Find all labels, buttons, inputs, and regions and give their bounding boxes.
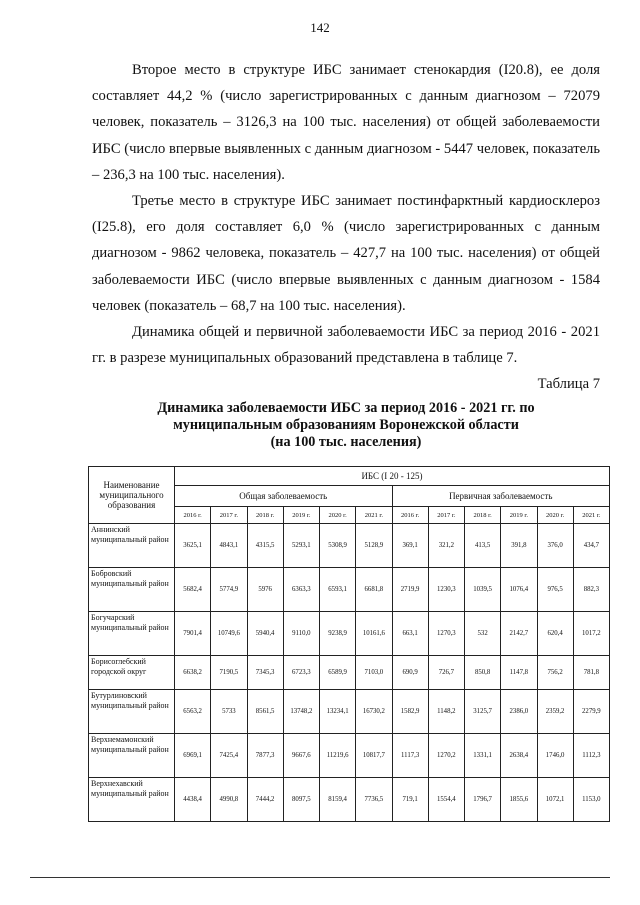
primary-year-header: 2018 г. bbox=[465, 507, 501, 524]
municipality-name: Бутурлиновский муниципальный район bbox=[89, 690, 175, 734]
general-year-header: 2017 г. bbox=[211, 507, 247, 524]
general-value-cell: 5976 bbox=[247, 568, 283, 612]
general-value-cell: 6723,3 bbox=[283, 656, 319, 690]
general-value-cell: 4315,5 bbox=[247, 524, 283, 568]
general-value-cell: 8097,5 bbox=[283, 778, 319, 822]
general-value-cell: 7736,5 bbox=[356, 778, 392, 822]
municipality-name: Борисоглебский городской округ bbox=[89, 656, 175, 690]
primary-value-cell: 1039,5 bbox=[465, 568, 501, 612]
general-year-header: 2016 г. bbox=[175, 507, 211, 524]
primary-value-cell: 1072,1 bbox=[537, 778, 573, 822]
primary-year-header: 2020 г. bbox=[537, 507, 573, 524]
general-value-cell: 10749,6 bbox=[211, 612, 247, 656]
general-value-cell: 7103,0 bbox=[356, 656, 392, 690]
general-value-cell: 6593,1 bbox=[320, 568, 356, 612]
primary-value-cell: 1746,0 bbox=[537, 734, 573, 778]
primary-value-cell: 756,2 bbox=[537, 656, 573, 690]
general-year-header: 2019 г. bbox=[283, 507, 319, 524]
table-row bbox=[89, 734, 610, 778]
primary-value-cell: 1076,4 bbox=[501, 568, 537, 612]
primary-value-cell: 1796,7 bbox=[465, 778, 501, 822]
general-value-cell: 7425,4 bbox=[211, 734, 247, 778]
general-value-cell: 4990,8 bbox=[211, 778, 247, 822]
general-value-cell: 5128,9 bbox=[356, 524, 392, 568]
general-value-cell: 11219,6 bbox=[320, 734, 356, 778]
general-value-cell: 6969,1 bbox=[175, 734, 211, 778]
primary-value-cell: 413,5 bbox=[465, 524, 501, 568]
general-value-cell: 4438,4 bbox=[175, 778, 211, 822]
page-number: 142 bbox=[310, 20, 330, 35]
general-value-cell: 6681,8 bbox=[356, 568, 392, 612]
primary-value-cell: 663,1 bbox=[392, 612, 428, 656]
primary-value-cell: 2386,0 bbox=[501, 690, 537, 734]
general-value-cell: 5940,4 bbox=[247, 612, 283, 656]
table-row bbox=[89, 778, 610, 822]
general-value-cell: 7877,3 bbox=[247, 734, 283, 778]
paragraph-2: Третье место в структуре ИБС занимает постинфарктный кардиосклероз (I25.8), его доля составляет 6,0 % (число зарегистрированных с данным диагнозом - 9862 человека, показатель – 427,7 на 100 тыс. населения) от общей заболеваемости ИБС (число впервые выявленных с данным диагнозом - 1584 человек (показатель – 68,7 на 100 тыс. населения). bbox=[92, 193, 600, 314]
incidence-table bbox=[88, 466, 610, 822]
body-text bbox=[92, 57, 600, 398]
primary-value-cell: 1148,2 bbox=[428, 690, 464, 734]
primary-value-cell: 2638,4 bbox=[501, 734, 537, 778]
primary-year-header: 2017 г. bbox=[428, 507, 464, 524]
general-value-cell: 3625,1 bbox=[175, 524, 211, 568]
table-body bbox=[89, 524, 610, 822]
general-year-header: 2020 г. bbox=[320, 507, 356, 524]
general-value-cell: 4843,1 bbox=[211, 524, 247, 568]
primary-value-cell: 369,1 bbox=[392, 524, 428, 568]
table-row bbox=[89, 690, 610, 734]
general-value-cell: 13234,1 bbox=[320, 690, 356, 734]
primary-incidence-header: Первичная заболеваемость bbox=[392, 486, 610, 507]
general-value-cell: 6638,2 bbox=[175, 656, 211, 690]
table-row bbox=[89, 568, 610, 612]
primary-value-cell: 1117,3 bbox=[392, 734, 428, 778]
general-value-cell: 9238,9 bbox=[320, 612, 356, 656]
municipality-name: Аннинский муниципальный район bbox=[89, 524, 175, 568]
primary-value-cell: 781,8 bbox=[573, 656, 609, 690]
municipality-name: Верхнехавский муниципальный район bbox=[89, 778, 175, 822]
primary-value-cell: 3125,7 bbox=[465, 690, 501, 734]
general-value-cell: 6563,2 bbox=[175, 690, 211, 734]
primary-value-cell: 1230,3 bbox=[428, 568, 464, 612]
primary-value-cell: 321,2 bbox=[428, 524, 464, 568]
general-value-cell: 8159,4 bbox=[320, 778, 356, 822]
primary-value-cell: 1153,0 bbox=[573, 778, 609, 822]
primary-value-cell: 434,7 bbox=[573, 524, 609, 568]
municipality-name: Бобровский муниципальный район bbox=[89, 568, 175, 612]
table-title-line-3: (на 100 тыс. населения) bbox=[270, 434, 422, 450]
footer-rule bbox=[30, 877, 610, 878]
table-title-line-2: муниципальным образованиям Воронежской области bbox=[173, 417, 519, 433]
general-value-cell: 7901,4 bbox=[175, 612, 211, 656]
primary-value-cell: 1147,8 bbox=[501, 656, 537, 690]
general-value-cell: 5682,4 bbox=[175, 568, 211, 612]
primary-value-cell: 532 bbox=[465, 612, 501, 656]
general-value-cell: 13748,2 bbox=[283, 690, 319, 734]
general-value-cell: 10817,7 bbox=[356, 734, 392, 778]
primary-value-cell: 850,8 bbox=[465, 656, 501, 690]
general-value-cell: 9667,6 bbox=[283, 734, 319, 778]
general-value-cell: 10161,6 bbox=[356, 612, 392, 656]
primary-value-cell: 2279,9 bbox=[573, 690, 609, 734]
table-title bbox=[92, 400, 600, 451]
general-year-header: 2021 г. bbox=[356, 507, 392, 524]
primary-value-cell: 2719,9 bbox=[392, 568, 428, 612]
general-value-cell: 7190,5 bbox=[211, 656, 247, 690]
table-row bbox=[89, 612, 610, 656]
primary-value-cell: 976,5 bbox=[537, 568, 573, 612]
primary-value-cell: 1112,3 bbox=[573, 734, 609, 778]
general-incidence-header: Общая заболеваемость bbox=[175, 486, 393, 507]
primary-value-cell: 2142,7 bbox=[501, 612, 537, 656]
primary-value-cell: 1331,1 bbox=[465, 734, 501, 778]
primary-value-cell: 882,3 bbox=[573, 568, 609, 612]
primary-value-cell: 1582,9 bbox=[392, 690, 428, 734]
table-row bbox=[89, 524, 610, 568]
primary-value-cell: 1270,3 bbox=[428, 612, 464, 656]
ibs-group-header: ИБС (I 20 - 125) bbox=[175, 467, 610, 486]
name-column-header: Наименование муниципального образования bbox=[89, 467, 175, 524]
primary-value-cell: 391,8 bbox=[501, 524, 537, 568]
general-value-cell: 8561,5 bbox=[247, 690, 283, 734]
primary-year-header: 2019 г. bbox=[501, 507, 537, 524]
primary-value-cell: 1855,6 bbox=[501, 778, 537, 822]
general-value-cell: 7444,2 bbox=[247, 778, 283, 822]
general-value-cell: 7345,3 bbox=[247, 656, 283, 690]
paragraph-1: Второе место в структуре ИБС занимает стенокардия (I20.8), ее доля составляет 44,2 % (число зарегистрированных с данным диагнозом – 72079 человек, показатель – 3126,3 на 100 тыс. населения) от общей заболеваемости ИБС (число впервые выявленных с данным диагнозом - 5447 человек, показатель – 236,3 на 100 тыс. населения). bbox=[92, 62, 600, 183]
paragraph-3: Динамика общей и первичной заболеваемости ИБС за период 2016 - 2021 гг. в разрезе муниципальных образований представлена в таблице 7. bbox=[92, 324, 600, 367]
general-value-cell: 16730,2 bbox=[356, 690, 392, 734]
table-row bbox=[89, 656, 610, 690]
general-value-cell: 5774,9 bbox=[211, 568, 247, 612]
primary-value-cell: 1270,2 bbox=[428, 734, 464, 778]
primary-value-cell: 620,4 bbox=[537, 612, 573, 656]
primary-value-cell: 719,1 bbox=[392, 778, 428, 822]
primary-value-cell: 726,7 bbox=[428, 656, 464, 690]
municipality-name: Верхнемамонский муниципальный район bbox=[89, 734, 175, 778]
primary-value-cell: 2359,2 bbox=[537, 690, 573, 734]
municipality-name: Богучарский муниципальный район bbox=[89, 612, 175, 656]
primary-value-cell: 376,0 bbox=[537, 524, 573, 568]
general-value-cell: 6363,3 bbox=[283, 568, 319, 612]
general-value-cell: 5293,1 bbox=[283, 524, 319, 568]
general-value-cell: 5308,9 bbox=[320, 524, 356, 568]
general-value-cell: 6589,9 bbox=[320, 656, 356, 690]
primary-value-cell: 1017,2 bbox=[573, 612, 609, 656]
primary-value-cell: 1554,4 bbox=[428, 778, 464, 822]
table-caption: Таблица 7 bbox=[537, 376, 600, 393]
primary-value-cell: 690,9 bbox=[392, 656, 428, 690]
table-title-line-1: Динамика заболеваемости ИБС за период 2016 - 2021 гг. по bbox=[157, 400, 535, 416]
primary-year-header: 2016 г. bbox=[392, 507, 428, 524]
general-year-header: 2018 г. bbox=[247, 507, 283, 524]
primary-year-header: 2021 г. bbox=[573, 507, 609, 524]
general-value-cell: 5733 bbox=[211, 690, 247, 734]
general-value-cell: 9110,0 bbox=[283, 612, 319, 656]
